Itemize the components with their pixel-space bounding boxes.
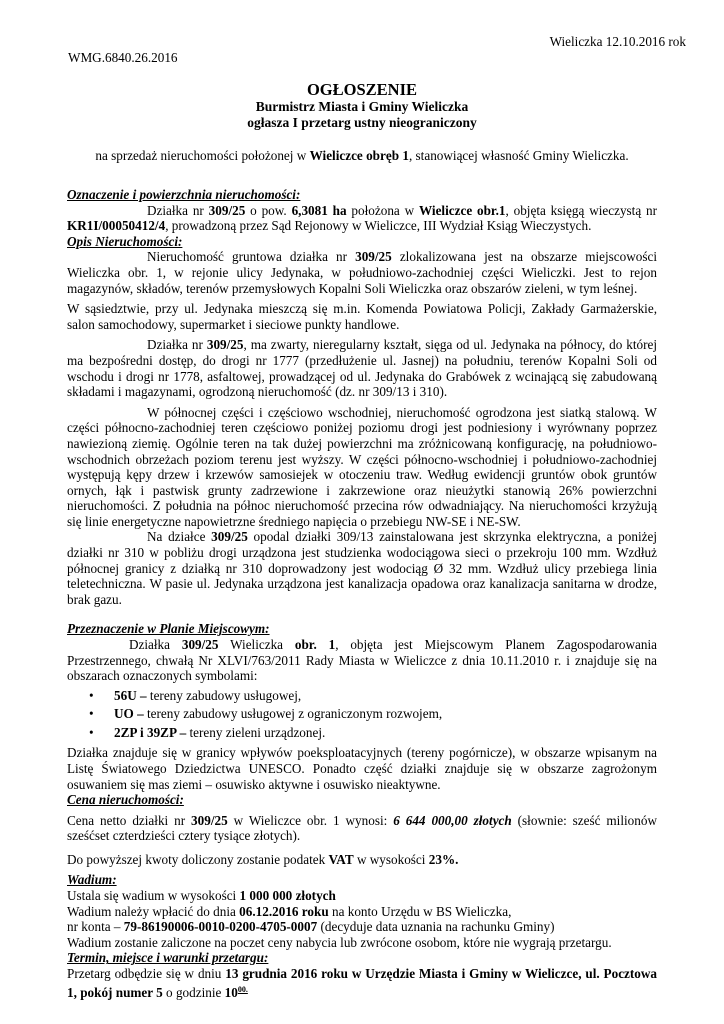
text-run: 2ZP i 39ZP – <box>114 724 187 740</box>
document-body <box>67 187 657 1000</box>
section-heading-deposit: Wadium: <box>67 872 117 888</box>
text-run: 6 644 000,00 złotych <box>393 812 512 828</box>
text-run: , objęta księgą wieczystą nr <box>505 202 658 218</box>
text-run: Wieliczce obr.1 <box>418 202 506 218</box>
paragraph-price <box>67 813 657 844</box>
text-run: w Wieliczce obr. 1 wynosi: <box>227 812 394 828</box>
intro-text: na sprzedaż nieruchomości położonej w <box>95 148 310 163</box>
text-run: 309/25 <box>191 812 228 828</box>
text-run: Wadium należy wpłacić do dnia <box>67 903 240 919</box>
text-run: 79-86190006-0010-0200-4705-0007 <box>123 919 318 935</box>
text-run: tereny zabudowy usługowej, <box>146 687 302 703</box>
text-run: 309/25 <box>206 337 244 353</box>
paragraph-vat <box>67 852 657 868</box>
text-run: Nieruchomość gruntowa działka nr <box>147 249 356 265</box>
document-date: Wieliczka 12.10.2016 rok <box>549 34 686 49</box>
text-run: , objęta jest Miejscowym Planem Zagospodarowania Przestrzennego, chwałą Nr XLVI/763/2011 Rady Miasta w Wieliczce z dnia 10.11.2010 r. i znajduje się na obszarach oznaczonych symbolami: <box>67 637 657 684</box>
paragraph-description-1 <box>67 249 657 296</box>
intro-location: Wieliczce obręb 1 <box>309 148 409 163</box>
text-run: 56U – <box>114 687 147 703</box>
text-run: Na działce <box>147 529 212 545</box>
text-run: 309/25 <box>181 637 219 653</box>
deposit-line-4: Wadium zostanie zaliczone na poczet ceny nabycia lub zwrócone osobom, które nie wygrają przetargu. <box>67 934 612 950</box>
text-run: , ma zwarty, nieregularny kształt, sięga od ul. Jedynaka na północy, do której ma bezpośredni dostęp, do drogi nr 1777 (przedłużenie ul. Jasnej) na południu, terenów Kopalni Soli od wschodu i drogi nr 1778, asfaltowej, prowadzącej od ul. Jedynaka do Grabówek z wcinającą się zabudowaną składami i magazynami, ogrodzoną nieruchomość (dz. nr 309/13 i 310). <box>67 337 657 400</box>
paragraph-description-4: W północnej części i częściowo wschodniej, nieruchomość ogrodzona jest siatką stalową. W części północno-zachodniej teren częściowo poniżej poziomu drogi jest podniesiony i wyrównany poprzez nawiezioną ziemię. Ogólnie teren na tak dużej powierzchni ma zróżnicowaną konfigurację, na południowo-wschodnich obrzeżach poziom terenu jest wyższy. W części północno-wschodniej i południowo-zachodniej występują kępy drzew i krzewów samosiejek w otoczeniu traw. Według ewidencji gruntów obok gruntów ornych, łąk i pastwisk grunty zadrzewione i zakrzewione oraz nieużytki stanowią 26% powierzchni nieruchomości. Z południa na północ nieruchomość przecina rów odwadniający. Na nieruchomości krzyżują się linie energetyczne napowietrzne średniego napięcia o przebiegu NW-SE i NE-SW. <box>67 404 657 529</box>
text-run: , prowadzoną przez Sąd Rejonowy w Wieliczce, III Wydział Ksiąg Wieczystych. <box>165 218 592 234</box>
deposit-line-2 <box>67 904 657 920</box>
text-run: (decyduje data uznania na rachunku Gminy) <box>317 919 555 935</box>
text-run: opodal działki 309/13 zainstalowana jest skrzynka elektryczna, a poniżej działki nr 310 w pobliżu drogi urządzona jest studzienka wodociągowa sieci o przekroju 100 mm. Wzdłuż północnej granicy z działką nr 310 doprowadzony jest wodociąg Ø 32 mm. Wzdłuż ulicy przebiega linia teletechniczna. W pasie ul. Jedynaka urządzona jest kanalizacja opadowa oraz kanalizacja sanitarna w drodze, brak gazu. <box>67 529 657 607</box>
text-run: zlokalizowana jest na obszarze miejscowości Wieliczka obr. 1, w rejonie ulicy Jedynaka, w południowo-zachodniej części Wieliczki. Jest to rejon magazynów, składów, terenów przemysłowych Kopalni Soli Wieliczka oraz obszarów zieleni, w tym leśnej. <box>67 249 657 296</box>
text-run: Działka <box>129 637 182 653</box>
paragraph-designation <box>67 203 657 234</box>
text-run: Do powyższej kwoty doliczony zostanie podatek <box>67 851 329 867</box>
text-run: Cena netto działki nr <box>67 812 192 828</box>
paragraph-description-2: W sąsiedztwie, przy ul. Jedynaka mieszczą się m.in. Komenda Powiatowa Policji, Zakłady Garmażerskie, salon samochodowy, supermarket i sieciowe punkty handlowe. <box>67 301 657 332</box>
document-header <box>0 80 724 131</box>
text-run: Działka nr <box>147 337 207 353</box>
text-run: Przetarg odbędzie się w dniu <box>67 966 226 982</box>
intro-line <box>0 148 724 164</box>
text-run: KR1I/00050412/4 <box>67 218 166 234</box>
list-item <box>67 724 657 743</box>
text-run: 309/25 <box>208 202 246 218</box>
text-run: Działka nr <box>147 202 209 218</box>
section-heading-zoning: Przeznaczenie w Planie Miejscowym: <box>67 621 270 637</box>
deposit-line-3 <box>67 919 657 935</box>
text-run: Wieliczka <box>218 637 295 653</box>
text-run: tereny zieleni urządzonej. <box>186 724 326 740</box>
text-run: 06.12.2016 roku <box>239 903 329 919</box>
paragraph-description-5 <box>67 529 657 607</box>
reference-number: WMG.6840.26.2016 <box>68 50 178 65</box>
paragraph-terms <box>67 966 657 1000</box>
text-run: 6,3081 ha <box>291 202 347 218</box>
list-item <box>67 687 657 706</box>
text-run: 309/25 <box>211 529 248 545</box>
deposit-line-1 <box>67 888 657 904</box>
page-title: OGŁOSZENIE <box>306 80 418 99</box>
section-heading-description: Opis Nieruchomości: <box>67 233 183 249</box>
text-run: 13 grudnia 2016 roku w Urzędzie Miasta i Gminy w Wieliczce, ul. Pocztowa 1, pokój numer 5 <box>67 966 657 1000</box>
intro-text-end: , stanowiącej własność Gminy Wieliczka. <box>408 148 629 163</box>
zoning-symbols-list <box>67 687 657 743</box>
text-run: 309/25 <box>355 249 392 265</box>
text-run: UO – <box>114 706 144 722</box>
text-run: o pow. <box>245 202 292 218</box>
text-run: położona w <box>346 202 419 218</box>
text-run: obr. 1 <box>294 637 336 653</box>
announcement-line: ogłasza I przetarg ustny nieograniczony <box>247 115 477 130</box>
text-run: 23%. <box>428 851 459 867</box>
paragraph-zoning-2: Działka znajduje się w granicy wpływów poeksploatacyjnych (tereny pogórnicze), w obszarze wpisanym na Listę Światowego Dziedzictwa UNESCO. Ponadto część działki znajduje się w obszarze zagrożonym osuwaniem się mas ziemi – osuwisko aktywne i osuwisko nieaktywne. <box>67 745 657 792</box>
list-item <box>67 705 657 724</box>
text-run: na konto Urzędu w BS Wieliczka, <box>328 903 512 919</box>
text-run: 10 <box>224 984 238 1000</box>
issuer-line: Burmistrz Miasta i Gminy Wieliczka <box>255 99 469 114</box>
paragraph-zoning-1 <box>67 637 657 684</box>
section-heading-designation: Oznaczenie i powierzchnia nieruchomości: <box>67 187 301 202</box>
text-run: VAT <box>328 851 354 867</box>
text-run: Ustala się wadium w wysokości <box>67 888 240 904</box>
text-run: o godzinie <box>162 984 225 1000</box>
paragraph-description-3 <box>67 337 657 399</box>
text-run: (słownie: sześć milionów sześćset czterdzieści cztery tysiące złotych). <box>67 812 657 844</box>
section-heading-price: Cena nieruchomości: <box>67 792 184 808</box>
text-run: w wysokości <box>353 851 429 867</box>
text-run: 1 000 000 złotych <box>239 888 336 904</box>
time-minutes: 00. <box>237 984 248 994</box>
text-run: nr konta – <box>67 919 124 935</box>
text-run: tereny zabudowy usługowej z ograniczonym rozwojem, <box>143 706 443 722</box>
section-heading-terms: Termin, miejsce i warunki przetargu: <box>67 950 269 966</box>
text-run <box>393 813 512 828</box>
